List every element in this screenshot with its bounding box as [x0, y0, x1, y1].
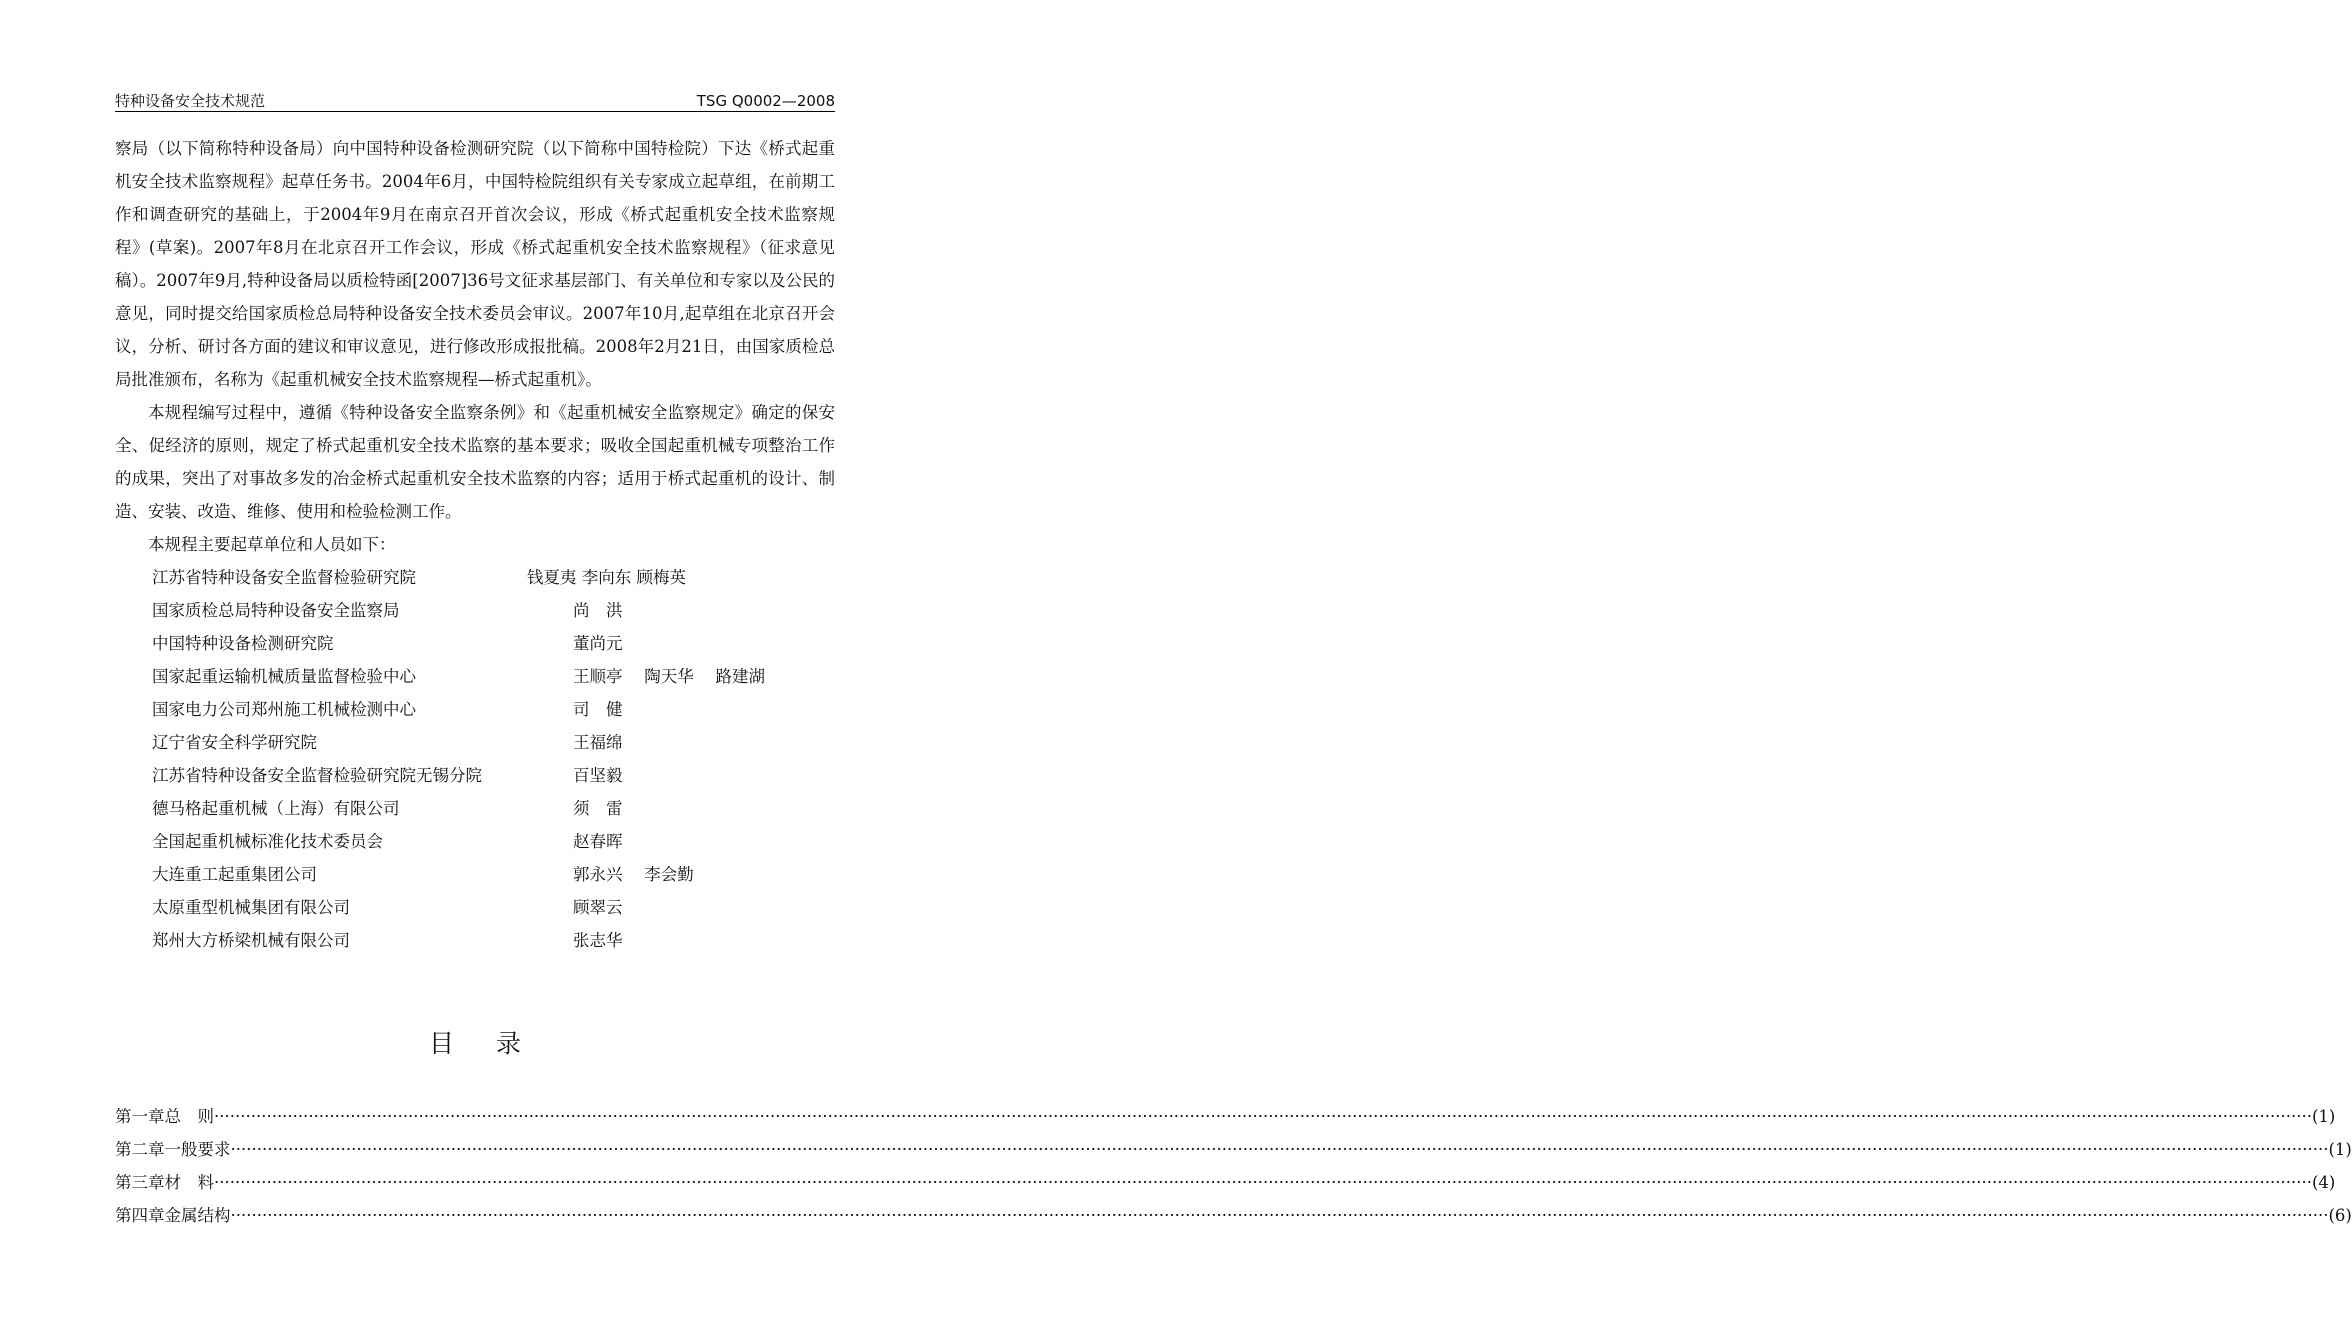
toc-entry[interactable] — [115, 1100, 2336, 1133]
toc-chapter-number: 第四章 — [115, 1206, 165, 1225]
drafter-org: 国家起重运输机械质量监督检验中心 — [152, 667, 416, 686]
toc-entry[interactable] — [115, 1133, 2352, 1166]
drafter-row — [115, 627, 835, 660]
drafter-people: 尚 洪 — [573, 601, 623, 620]
toc-entry[interactable] — [115, 1199, 2352, 1232]
toc-chapter-number: 第三章 — [115, 1173, 165, 1192]
preface-paragraph-1: 察局（以下简称特种设备局）向中国特种设备检测研究院（以下简称中国特检院）下达《桥式起重机安全技术监察规程》起草任务书。2004年6月，中国特检院组织有关专家成立起草组，在前期工作和调查研究的基础上，于2004年9月在南京召开首次会议，形成《桥式起重机安全技术监察规程》(草案)。2007年8月在北京召开工作会议，形成《桥式起重机安全技术监察规程》（征求意见稿）。2007年9月,特种设备局以质检特函[2007]36号文征求基层部门、有关单位和专家以及公民的意见，同时提交给国家质检总局特种设备安全技术委员会审议。2007年10月,起草组在北京召开会议，分析、研讨各方面的建议和审议意见，进行修改形成报批稿。2008年2月21日，由国家质检总局批准颁布，名称为《起重机械安全技术监察规程—桥式起重机》。 — [115, 139, 835, 389]
page-header — [115, 92, 835, 110]
drafter-row — [115, 792, 835, 825]
drafter-people: 董尚元 — [573, 634, 623, 653]
toc-chapter-name: 总 则 — [164, 1107, 214, 1126]
toc-leader-dots: ················································································································································································································································································································································································································ — [214, 1173, 2312, 1192]
toc-chapter-number: 第一章 — [115, 1107, 165, 1126]
drafter-org: 太原重型机械集团有限公司 — [152, 898, 350, 917]
drafter-people: 张志华 — [573, 931, 623, 950]
drafter-row — [115, 924, 835, 957]
drafter-row — [115, 594, 835, 627]
drafter-org: 郑州大方桥梁机械有限公司 — [152, 931, 350, 950]
toc-leader-dots: ················································································································································································································································································································································································································ — [230, 1206, 2329, 1225]
drafter-org: 辽宁省安全科学研究院 — [152, 733, 317, 752]
drafter-org: 江苏省特种设备安全监督检验研究院无锡分院 — [152, 766, 482, 785]
drafter-people: 郭永兴 李会勤 — [573, 865, 694, 884]
drafter-org: 全国起重机械标准化技术委员会 — [152, 832, 383, 851]
drafter-row — [115, 561, 835, 594]
drafter-people: 赵春晖 — [573, 832, 623, 851]
preface-body — [115, 132, 835, 957]
drafter-org: 中国特种设备检测研究院 — [152, 634, 334, 653]
drafter-people: 司 健 — [573, 700, 623, 719]
drafter-org: 国家电力公司郑州施工机械检测中心 — [152, 700, 416, 719]
drafter-org: 江苏省特种设备安全监督检验研究院 — [152, 568, 416, 587]
toc-chapter-name: 金属结构 — [164, 1206, 231, 1225]
drafter-row — [115, 858, 835, 891]
toc-leader-dots: ················································································································································································································································································································································································································ — [230, 1140, 2329, 1159]
toc-page-number: (1) — [2311, 1107, 2336, 1126]
drafter-row — [115, 825, 835, 858]
drafters-intro: 本规程主要起草单位和人员如下： — [148, 535, 396, 554]
drafters-list — [115, 561, 835, 957]
toc-chapter-name: 一般要求 — [164, 1140, 231, 1159]
drafter-people: 钱夏夷 李向东 顾梅英 — [527, 568, 686, 587]
header-left-title: 特种设备安全技术规范 — [115, 92, 266, 110]
drafter-org: 德马格起重机械（上海）有限公司 — [152, 799, 400, 818]
drafter-people: 王顺亭 陶天华 路建湖 — [573, 667, 765, 686]
preface-paragraph-2: 本规程编写过程中，遵循《特种设备安全监察条例》和《起重机械安全监察规定》确定的保安全、促经济的原则，规定了桥式起重机安全技术监察的基本要求；吸收全国起重机械专项整治工作的成果，突出了对事故多发的冶金桥式起重机安全技术监察的内容；适用于桥式起重机的设计、制造、安装、改造、维修、使用和检验检测工作。 — [115, 403, 835, 521]
drafter-org: 国家质检总局特种设备安全监察局 — [152, 601, 400, 620]
drafter-org: 大连重工起重集团公司 — [152, 865, 317, 884]
toc-entry[interactable] — [115, 1166, 2336, 1199]
drafter-people: 须 雷 — [573, 799, 623, 818]
toc-leader-dots: ················································································································································································································································································································································································································ — [214, 1107, 2312, 1126]
drafter-row — [115, 759, 835, 792]
drafter-row — [115, 693, 835, 726]
drafter-people: 百坚毅 — [573, 766, 623, 785]
drafter-people: 王福绵 — [573, 733, 623, 752]
drafter-row — [115, 891, 835, 924]
toc-chapter-name: 材 料 — [164, 1173, 214, 1192]
header-rule — [115, 111, 835, 112]
toc-page-number: (1) — [2328, 1140, 2352, 1159]
drafter-row — [115, 726, 835, 759]
toc-page-number: (6) — [2328, 1206, 2352, 1225]
drafter-people: 顾翠云 — [573, 898, 623, 917]
toc-title: 目录 — [428, 1029, 563, 1058]
table-of-contents — [115, 1100, 2352, 1232]
header-standard-code: TSG Q0002—2008 — [696, 92, 835, 110]
drafter-row — [115, 660, 835, 693]
toc-page-number: (4) — [2311, 1173, 2336, 1192]
toc-chapter-number: 第二章 — [115, 1140, 165, 1159]
